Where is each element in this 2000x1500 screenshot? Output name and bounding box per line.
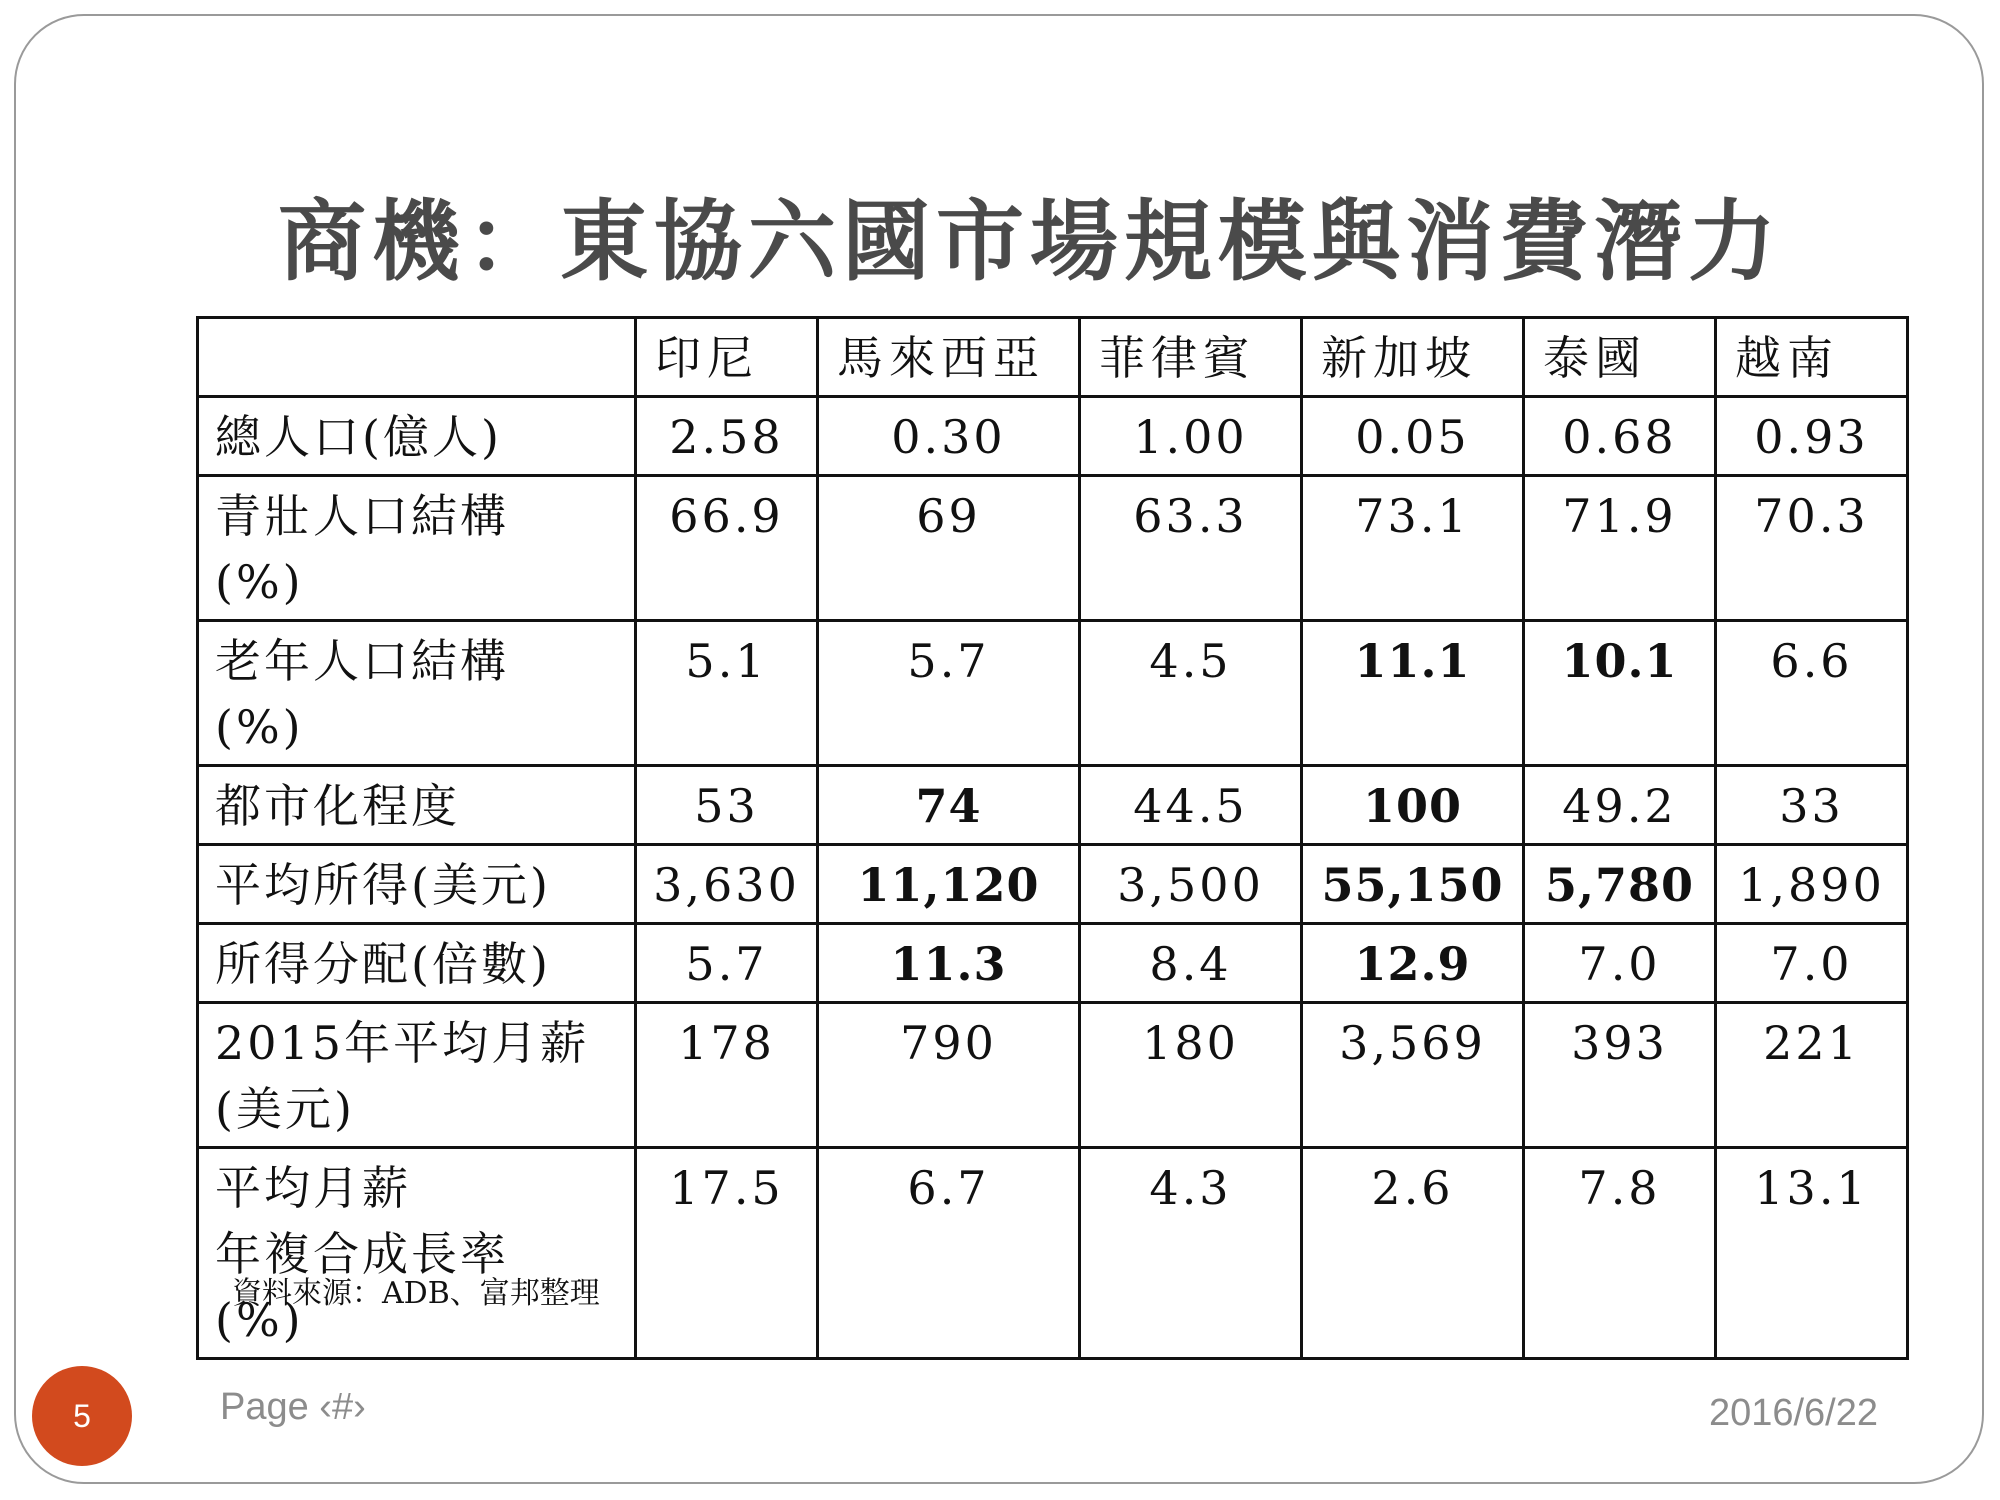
table-cell: 71.9	[1524, 476, 1716, 621]
table-cell: 2.6	[1302, 1148, 1524, 1359]
header-cell-malaysia: 馬來西亞	[818, 318, 1080, 397]
row-label-line: 總人口(億人)	[215, 410, 502, 464]
date-footer: 2016/6/22	[1708, 1392, 1878, 1434]
table-cell: 44.5	[1080, 766, 1302, 845]
asean-market-table	[196, 316, 1909, 1360]
table-cell: 393	[1524, 1003, 1716, 1148]
row-label-line: 老年人口結構	[215, 634, 509, 688]
table-cell: 17.5	[636, 1148, 818, 1359]
table-row	[198, 1148, 1908, 1359]
slide-number: 5	[73, 1397, 91, 1434]
slide-number-badge	[32, 1366, 132, 1466]
row-label	[198, 924, 636, 1003]
table-cell: 5.7	[818, 621, 1080, 766]
table-cell: 69	[818, 476, 1080, 621]
table-cell-highlight: 5,780	[1524, 845, 1716, 924]
table-cell: 8.4	[1080, 924, 1302, 1003]
row-label	[198, 1148, 636, 1359]
table-cell: 0.93	[1716, 397, 1908, 476]
table-cell-highlight: 11.3	[818, 924, 1080, 1003]
table-cell: 63.3	[1080, 476, 1302, 621]
table-row	[198, 845, 1908, 924]
slide-title: 商機：東協六國市場規模與消費潛力	[277, 189, 1782, 293]
row-label-line: 青壯人口結構	[215, 489, 509, 543]
table-cell: 53	[636, 766, 818, 845]
row-label-line: 都市化程度	[215, 779, 460, 833]
table-cell: 33	[1716, 766, 1908, 845]
header-cell-indonesia: 印尼	[636, 318, 818, 397]
table-row	[198, 476, 1908, 621]
table-row	[198, 621, 1908, 766]
row-label-line: 平均月薪	[215, 1161, 411, 1215]
row-label	[198, 1003, 636, 1148]
page-footer: Page ‹#›	[220, 1386, 366, 1428]
table-cell: 1.00	[1080, 397, 1302, 476]
table-cell: 7.8	[1524, 1148, 1716, 1359]
table-cell: 3,630	[636, 845, 818, 924]
row-label-line: 2015年平均月薪	[215, 1016, 590, 1070]
table-cell: 0.05	[1302, 397, 1524, 476]
table-cell-highlight: 74	[818, 766, 1080, 845]
table-cell: 5.7	[636, 924, 818, 1003]
table-cell: 221	[1716, 1003, 1908, 1148]
table-cell-highlight: 100	[1302, 766, 1524, 845]
row-label-line: (%)	[215, 1293, 304, 1347]
table-cell: 3,500	[1080, 845, 1302, 924]
table-cell: 66.9	[636, 476, 818, 621]
row-label-line: (%)	[215, 555, 304, 609]
table-row	[198, 397, 1908, 476]
row-label	[198, 845, 636, 924]
header-cell-thailand: 泰國	[1524, 318, 1716, 397]
table-cell: 73.1	[1302, 476, 1524, 621]
header-cell-blank	[198, 318, 636, 397]
table-cell: 0.30	[818, 397, 1080, 476]
table-cell: 70.3	[1716, 476, 1908, 621]
table-cell: 6.6	[1716, 621, 1908, 766]
table-cell: 180	[1080, 1003, 1302, 1148]
table-cell: 6.7	[818, 1148, 1080, 1359]
header-cell-vietnam: 越南	[1716, 318, 1908, 397]
table-cell-highlight: 12.9	[1302, 924, 1524, 1003]
row-label	[198, 476, 636, 621]
table-cell: 790	[818, 1003, 1080, 1148]
table-cell: 13.1	[1716, 1148, 1908, 1359]
row-label-line: 所得分配(倍數)	[215, 937, 551, 991]
row-label-line: 平均所得(美元)	[215, 858, 551, 912]
table-cell: 5.1	[636, 621, 818, 766]
table-cell: 4.5	[1080, 621, 1302, 766]
table-cell: 49.2	[1524, 766, 1716, 845]
table-cell: 1,890	[1716, 845, 1908, 924]
source-note: 資料來源：ADB、富邦整理	[232, 1276, 600, 1311]
header-cell-philippines: 菲律賓	[1080, 318, 1302, 397]
table-cell: 4.3	[1080, 1148, 1302, 1359]
row-label-line: 年複合成長率	[215, 1227, 509, 1281]
table-cell: 7.0	[1716, 924, 1908, 1003]
table-cell: 0.68	[1524, 397, 1716, 476]
row-label	[198, 621, 636, 766]
table-header-row	[198, 318, 1908, 397]
table-cell-highlight: 55,150	[1302, 845, 1524, 924]
table-row	[198, 766, 1908, 845]
table-cell: 3,569	[1302, 1003, 1524, 1148]
header-cell-singapore: 新加坡	[1302, 318, 1524, 397]
table-cell: 178	[636, 1003, 818, 1148]
row-label	[198, 766, 636, 845]
table-cell: 7.0	[1524, 924, 1716, 1003]
table-cell-highlight: 10.1	[1524, 621, 1716, 766]
table-cell-highlight: 11.1	[1302, 621, 1524, 766]
row-label-line: (美元)	[215, 1082, 355, 1136]
table-cell-highlight: 11,120	[818, 845, 1080, 924]
table-cell: 2.58	[636, 397, 818, 476]
table-row	[198, 924, 1908, 1003]
row-label	[198, 397, 636, 476]
row-label-line: (%)	[215, 700, 304, 754]
table-row	[198, 1003, 1908, 1148]
